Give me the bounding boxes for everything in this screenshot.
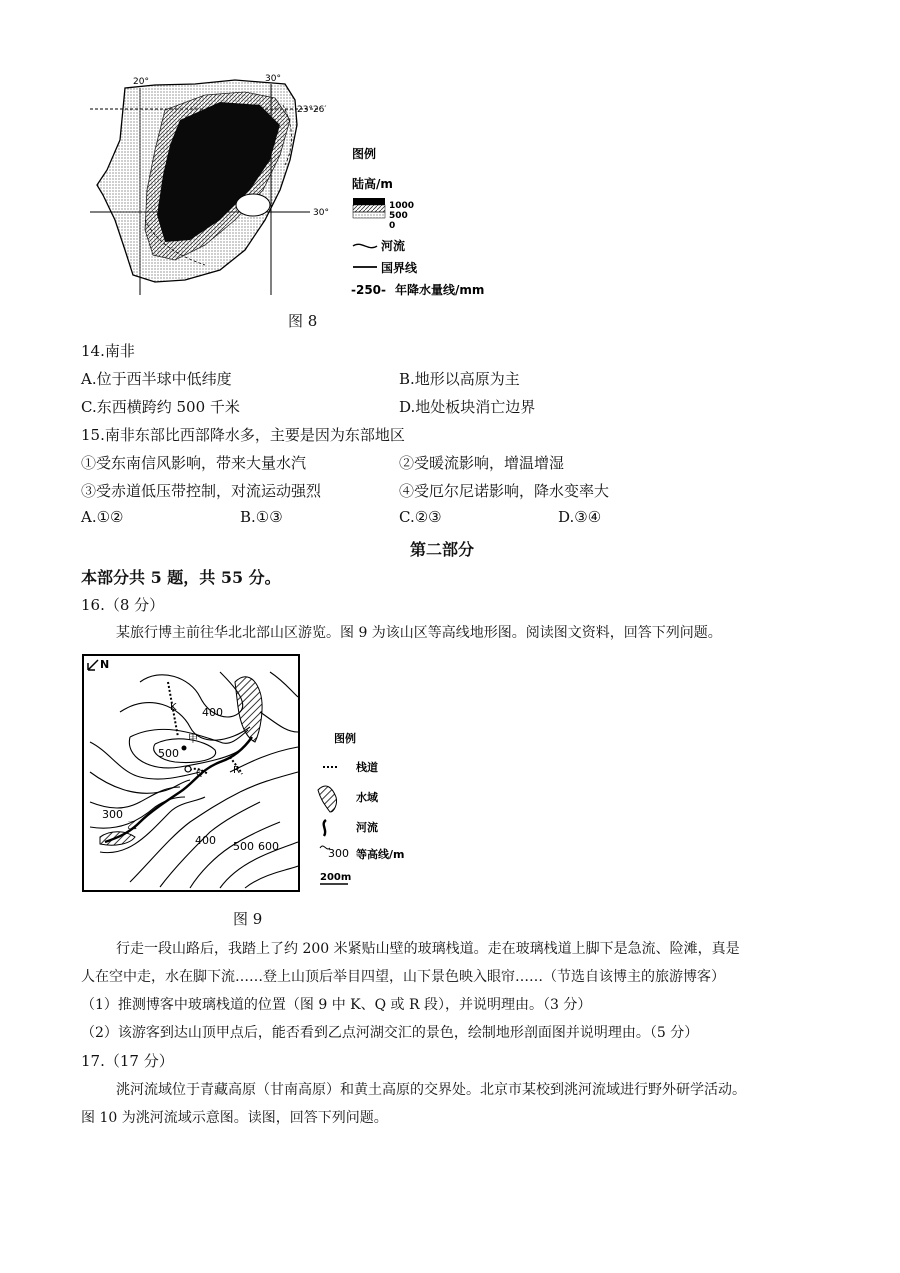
fig8-legend-isohyet-value: -250-: [351, 283, 387, 297]
fig8-legend-border: 国界线: [381, 261, 418, 275]
fig9-legend-contour-value: 300: [328, 847, 349, 860]
elev-1000: 1000: [389, 201, 415, 211]
q15-statement-4: ④受厄尔尼诺影响，降水变率大: [399, 482, 610, 500]
lon-30-label: 30°: [265, 74, 281, 84]
north-label: N: [100, 658, 110, 671]
q17-intro-line-1: 洮河流域位于青藏高原（甘南高原）和黄土高原的交界处。北京市某校到洮河流域进行野外研学活动。: [116, 1082, 746, 1098]
part2-title: 第二部分: [410, 540, 475, 559]
fig9-legend-water: 水域: [356, 791, 378, 804]
q15-statement-2: ②受暖流影响，增温增湿: [399, 454, 565, 472]
fig8-legend-title: 图例: [352, 147, 377, 161]
tropic-label: 23°26′: [297, 105, 327, 115]
q14-option-a: A.位于西半球中低纬度: [81, 370, 232, 388]
seg-r-label: R: [233, 765, 240, 776]
q15-option-b: B.①③: [240, 508, 283, 526]
contour-600: 600: [258, 840, 279, 853]
q16-blog-line-1: 行走一段山路后，我踏上了约 200 米紧贴山壁的玻璃栈道。走在玻璃栈道上脚下是急流、险滩，真是: [116, 941, 740, 957]
contour-300: 300: [102, 808, 123, 821]
seg-k-label: K: [170, 702, 177, 713]
q16-blog-line-2: 人在空中走，水在脚下流……登上山顶后举目四望，山下景色映入眼帘……（节选自该博主的旅游博客）: [81, 969, 725, 985]
q15-statement-1: ①受东南信风影响，带来大量水汽: [81, 454, 307, 472]
q17-intro-line-2: 图 10 为洮河流域示意图。读图，回答下列问题。: [81, 1110, 388, 1126]
fig8-legend-river: 河流: [381, 239, 406, 253]
fig9-legend-title: 图例: [334, 732, 356, 745]
river-legend-icon-9: [324, 820, 326, 836]
figure-8-map: [85, 70, 530, 300]
q14-option-d: D.地处板块消亡边界: [399, 398, 536, 416]
lesotho: [236, 194, 270, 216]
contour-500-bottom: 500: [233, 840, 254, 853]
q16-head: 16.（8 分）: [81, 596, 165, 614]
q14-stem: 14.南非: [81, 342, 135, 360]
fig9-scale-label: 200m: [320, 872, 352, 883]
elev-500: 500: [389, 211, 408, 221]
fig8-legend-isohyet: 年降水量线/mm: [395, 283, 485, 297]
contour-500-top: 500: [158, 747, 179, 760]
contour-400-bottom: 400: [195, 834, 216, 847]
q16-sub-question-2: （2）该游客到达山顶甲点后，能否看到乙点河湖交汇的景色，绘制地形剖面图并说明理由。（5 分）: [81, 1025, 699, 1041]
q15-stem: 15.南非东部比西部降水多，主要是因为东部地区: [81, 426, 405, 444]
fig9-legend-contour: 等高线/m: [356, 848, 405, 861]
figure-9-caption: 图 9: [233, 910, 263, 928]
fig9-legend-river: 河流: [356, 821, 378, 834]
part2-intro: 本部分共 5 题，共 55 分。: [81, 568, 281, 587]
figure-9-map: [80, 652, 440, 897]
figure-8-caption: 图 8: [288, 312, 318, 330]
q15-statement-3: ③受赤道低压带控制，对流运动强烈: [81, 482, 322, 500]
point-jia-label: 甲: [188, 734, 198, 745]
lat-30-label: 30°: [313, 208, 329, 218]
fig8-legend-elev: 陆高/m: [352, 177, 393, 191]
river-legend-icon: [353, 244, 377, 247]
seg-q-label: Q: [196, 769, 204, 779]
contour-400-top: 400: [202, 706, 223, 719]
q15-option-a: A.①②: [81, 508, 124, 526]
water-legend-icon: [318, 786, 337, 812]
q17-head: 17.（17 分）: [81, 1052, 174, 1070]
elev-0: 0: [389, 221, 396, 231]
point-yi-label: 乙: [127, 821, 137, 832]
lon-20-label: 20°: [133, 77, 149, 87]
q14-option-c: C.东西横跨约 500 千米: [81, 398, 240, 416]
q14-option-b: B.地形以高原为主: [399, 370, 520, 388]
q16-sub-question-1: （1）推测博客中玻璃栈道的位置（图 9 中 K、Q 或 R 段），并说明理由。（3 分）: [81, 997, 592, 1013]
fig9-legend-trail: 栈道: [356, 761, 378, 774]
q15-option-d: D.③④: [558, 508, 602, 526]
q16-intro: 某旅行博主前往华北北部山区游览。图 9 为该山区等高线地形图。阅读图文资料，回答下列问题。: [116, 625, 722, 641]
q15-option-c: C.②③: [399, 508, 442, 526]
